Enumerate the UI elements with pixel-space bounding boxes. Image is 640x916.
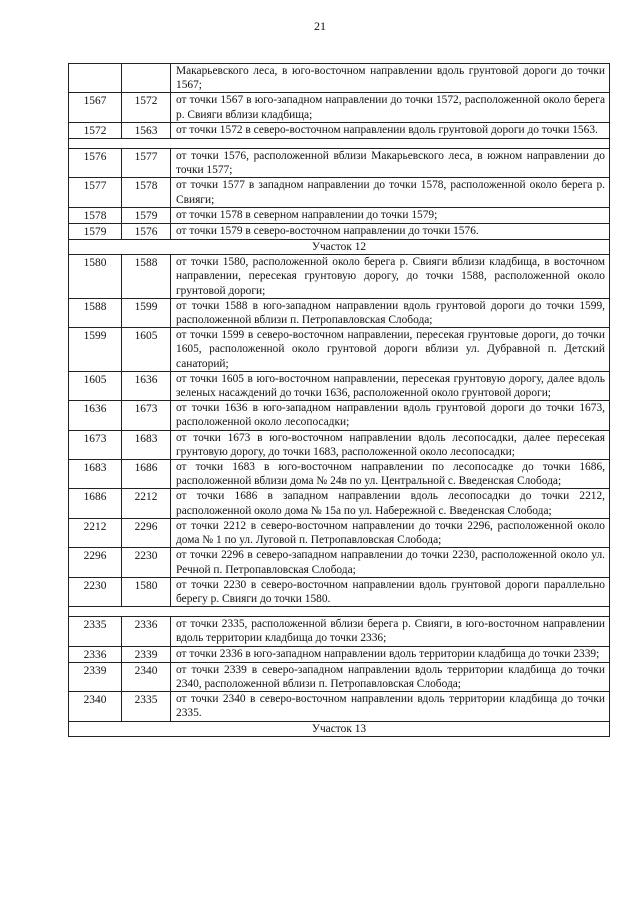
point-to: 1588 <box>122 255 171 299</box>
table-row <box>69 122 610 138</box>
point-from: 2212 <box>69 518 122 547</box>
table-row <box>69 518 610 547</box>
table-row <box>69 662 610 691</box>
table-row <box>69 401 610 430</box>
point-from: 1577 <box>69 178 122 207</box>
table-row <box>69 617 610 646</box>
table-row <box>69 430 610 459</box>
table-row <box>69 178 610 207</box>
point-to: 2230 <box>122 548 171 577</box>
boundary-table-body <box>69 64 610 737</box>
route-description: от точки 2340 в северо-восточном направлении вдоль территории кладбища до точки 2335. <box>171 692 610 721</box>
page-number: 21 <box>314 19 326 33</box>
route-description: от точки 2335, расположенной вблизи берега р. Свияги, в юго-восточном направлении вдоль территории кладбища до точки 2336; <box>171 617 610 646</box>
point-to: 1636 <box>122 371 171 400</box>
blank-cell <box>69 607 610 617</box>
point-to: 2336 <box>122 617 171 646</box>
point-from: 1567 <box>69 93 122 122</box>
point-to: 2335 <box>122 692 171 721</box>
route-description: от точки 1588 в юго-западном направлении вдоль грунтовой дороги до точки 1599, расположенной вблизи п. Петропавловская Слобода; <box>171 298 610 327</box>
table-row <box>69 207 610 223</box>
blank-separator-row <box>69 139 610 149</box>
route-description: от точки 2336 в юго-западном направлении вдоль территории кладбища до точки 2339; <box>171 646 610 662</box>
table-row <box>69 371 610 400</box>
table-row <box>69 460 610 489</box>
table-row <box>69 692 610 721</box>
point-from: 2296 <box>69 548 122 577</box>
point-from <box>69 64 122 93</box>
route-description: от точки 2230 в северо-восточном направлении вдоль грунтовой дороги параллельно берегу р. Свияги до точки 1580. <box>171 577 610 606</box>
route-description: от точки 2296 в северо-западном направлении до точки 2230, расположенной около ул. Речной п. Петропавловская Слобода; <box>171 548 610 577</box>
point-to: 1572 <box>122 93 171 122</box>
route-description: от точки 1579 в северо-восточном направлении до точки 1576. <box>171 224 610 240</box>
point-to: 1686 <box>122 460 171 489</box>
route-description: от точки 2212 в северо-восточном направлении до точки 2296, расположенной около дома № 1 по ул. Луговой п. Петропавловская Слобода; <box>171 518 610 547</box>
route-description: от точки 1580, расположенной около берега р. Свияги вблизи кладбища, в восточном направлении, пересекая грунтовую дорогу, до точки 1588, расположенной около грунтовой дороги; <box>171 255 610 299</box>
point-to: 1580 <box>122 577 171 606</box>
table-row <box>69 64 610 93</box>
route-description: от точки 1576, расположенной вблизи Макарьевского леса, в южном направлении до точки 1577; <box>171 149 610 178</box>
route-description: от точки 1683 в юго-восточном направлении по лесопосадке до точки 1686, расположенной вблизи дома № 24в по ул. Центральной с. Введенская Слобода; <box>171 460 610 489</box>
point-from: 1578 <box>69 207 122 223</box>
table-row <box>69 489 610 518</box>
table-row <box>69 328 610 372</box>
blank-separator-row <box>69 607 610 617</box>
point-from: 1580 <box>69 255 122 299</box>
route-description: от точки 1599 в северо-восточном направлении, пересекая грунтовые дороги, до точки 1605, расположенной около грунтовой дороги вблизи ул. Дубравной п. Детский санаторий; <box>171 328 610 372</box>
blank-cell <box>69 139 610 149</box>
point-from: 1686 <box>69 489 122 518</box>
table-row <box>69 646 610 662</box>
route-description: от точки 1577 в западном направлении до точки 1578, расположенной около берега р. Свияги; <box>171 178 610 207</box>
point-from: 1605 <box>69 371 122 400</box>
point-from: 1636 <box>69 401 122 430</box>
point-to: 1683 <box>122 430 171 459</box>
point-from: 2335 <box>69 617 122 646</box>
section-heading-row <box>69 721 610 736</box>
point-from: 1599 <box>69 328 122 372</box>
point-from: 1673 <box>69 430 122 459</box>
point-to: 2339 <box>122 646 171 662</box>
point-to <box>122 64 171 93</box>
point-from: 1572 <box>69 122 122 138</box>
route-description: от точки 1567 в юго-западном направлении до точки 1572, расположенной около берега р. Свияги вблизи кладбища; <box>171 93 610 122</box>
table-row <box>69 149 610 178</box>
point-from: 2230 <box>69 577 122 606</box>
point-from: 1683 <box>69 460 122 489</box>
point-from: 2339 <box>69 662 122 691</box>
route-description: от точки 1673 в юго-восточном направлении вдоль лесопосадки, далее пересекая грунтовую дорогу, до точки 1683, расположенной около лесопосадки; <box>171 430 610 459</box>
table-row <box>69 548 610 577</box>
route-description: от точки 1636 в юго-западном направлении вдоль грунтовой дороги до точки 1673, расположенной около лесопосадки; <box>171 401 610 430</box>
route-description: от точки 1578 в северном направлении до точки 1579; <box>171 207 610 223</box>
table-row <box>69 255 610 299</box>
point-from: 2340 <box>69 692 122 721</box>
table-row <box>69 577 610 606</box>
point-from: 2336 <box>69 646 122 662</box>
route-description: от точки 1572 в северо-восточном направлении вдоль грунтовой дороги до точки 1563. <box>171 122 610 138</box>
point-from: 1576 <box>69 149 122 178</box>
point-to: 1599 <box>122 298 171 327</box>
point-to: 1605 <box>122 328 171 372</box>
point-to: 1673 <box>122 401 171 430</box>
route-description: от точки 2339 в северо-западном направлении вдоль территории кладбища до точки 2340, расположенной вблизи п. Петропавловская Слобода; <box>171 662 610 691</box>
point-from: 1588 <box>69 298 122 327</box>
boundary-table <box>68 63 610 737</box>
point-to: 2340 <box>122 662 171 691</box>
point-to: 1577 <box>122 149 171 178</box>
table-row <box>69 93 610 122</box>
point-to: 1563 <box>122 122 171 138</box>
section-heading-row <box>69 240 610 255</box>
point-from: 1579 <box>69 224 122 240</box>
route-description: от точки 1605 в юго-восточном направлении, пересекая грунтовую дорогу, далее вдоль зеленых насаждений до точки 1636, расположенной около грунтовой дороги; <box>171 371 610 400</box>
table-row <box>69 298 610 327</box>
section-heading: Участок 12 <box>69 240 610 255</box>
section-heading: Участок 13 <box>69 721 610 736</box>
point-to: 1576 <box>122 224 171 240</box>
point-to: 2296 <box>122 518 171 547</box>
table-row <box>69 224 610 240</box>
point-to: 1579 <box>122 207 171 223</box>
point-to: 2212 <box>122 489 171 518</box>
point-to: 1578 <box>122 178 171 207</box>
route-description: от точки 1686 в западном направлении вдоль лесопосадки до точки 2212, расположенной около дома № 15а по ул. Набережной с. Введенская Слобода; <box>171 489 610 518</box>
route-description: Макарьевского леса, в юго-восточном направлении вдоль грунтовой дороги до точки 1567; <box>171 64 610 93</box>
